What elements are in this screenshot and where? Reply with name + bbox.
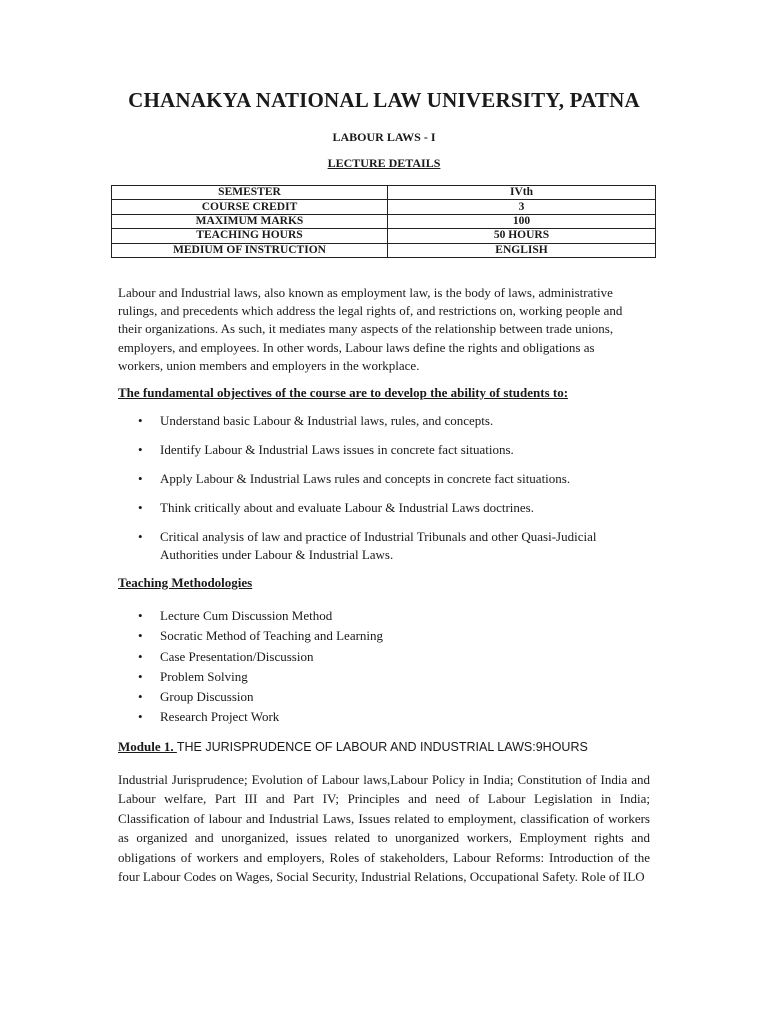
course-name: LABOUR LAWS - I xyxy=(332,130,436,144)
detail-key: MAXIMUM MARKS xyxy=(112,214,388,228)
list-item xyxy=(118,687,638,707)
lecture-details-table xyxy=(111,185,656,258)
detail-key: SEMESTER xyxy=(112,186,388,200)
table-row xyxy=(112,200,656,214)
list-item xyxy=(118,647,638,667)
module-body: Industrial Jurisprudence; Evolution of Labour laws,Labour Policy in India; Constitution of India and Labour welfare, Part III and Part IV; Principles and need of Labour Legislation in India; Classification of labour and Industrial Laws, Issues related to employment, classification of workers as organized and unorganized, issues related to unorganized workers, Employment rights and obligations of workers and employers, Roles of stakeholders, Labour Reforms: Introduction of the four Labour Codes on Wages, Social Security, Industrial Relations, Occupational Safety. Role of ILO xyxy=(118,772,650,885)
bullet-icon: • xyxy=(138,529,143,544)
bullet-icon: • xyxy=(138,689,143,705)
objective-text: Identify Labour & Industrial Laws issues in concrete fact situations. xyxy=(160,442,514,457)
detail-value: IVth xyxy=(388,186,656,200)
list-item xyxy=(118,470,638,488)
bullet-icon: • xyxy=(138,413,143,428)
detail-key: TEACHING HOURS xyxy=(112,229,388,243)
detail-value: ENGLISH xyxy=(388,243,656,257)
list-item xyxy=(118,606,638,626)
bullet-icon: • xyxy=(138,648,143,664)
methodologies-list xyxy=(118,606,638,728)
university-title: CHANAKYA NATIONAL LAW UNIVERSITY, PATNA xyxy=(128,88,640,112)
intro-paragraph: Labour and Industrial laws, also known as employment law, is the body of laws, administrative rulings, and precedents which address the legal rights of, and restrictions on, working people and their organizations. As such, it mediates many aspects of the relationship between trade unions, employers, and employees. In other words, Labour laws define the rights and obligations as workers, union members and employers in the workplace. xyxy=(118,285,623,373)
table-row xyxy=(112,214,656,228)
objective-text: Apply Labour & Industrial Laws rules and concepts in concrete fact situations. xyxy=(160,471,571,486)
teaching-methodologies-heading: Teaching Methodologies xyxy=(118,575,253,590)
bullet-icon: • xyxy=(138,608,143,623)
method-text: Socratic Method of Teaching and Learning xyxy=(160,628,384,644)
objective-text: Think critically about and evaluate Labour & Industrial Laws doctrines. xyxy=(160,500,534,515)
objectives-heading: The fundamental objectives of the course are to develop the ability of students to: xyxy=(118,385,569,400)
method-text: Case Presentation/Discussion xyxy=(160,648,314,664)
table-row xyxy=(112,229,656,243)
detail-value: 3 xyxy=(388,200,656,214)
module-title: THE JURISPRUDENCE OF LABOUR AND INDUSTRIAL LAWS:9HOURS xyxy=(176,740,588,754)
module-label: Module 1. xyxy=(118,739,177,754)
method-text: Research Project Work xyxy=(160,709,280,725)
method-text: Group Discussion xyxy=(160,689,254,705)
table-row xyxy=(112,243,656,257)
list-item xyxy=(118,667,638,687)
bullet-icon: • xyxy=(138,500,143,515)
list-item xyxy=(118,528,638,564)
list-item xyxy=(118,499,638,517)
objectives-list xyxy=(118,412,638,575)
detail-value: 50 HOURS xyxy=(388,229,656,243)
method-text: Problem Solving xyxy=(160,668,248,684)
table-row xyxy=(112,186,656,200)
lecture-details-heading: LECTURE DETAILS xyxy=(327,156,441,170)
detail-key: COURSE CREDIT xyxy=(112,200,388,214)
bullet-icon: • xyxy=(138,442,143,457)
detail-key: MEDIUM OF INSTRUCTION xyxy=(112,243,388,257)
bullet-icon: • xyxy=(138,471,143,486)
module-heading xyxy=(118,739,588,755)
list-item xyxy=(118,707,638,727)
bullet-icon: • xyxy=(138,668,143,684)
objective-text: Understand basic Labour & Industrial laws, rules, and concepts. xyxy=(160,413,494,428)
method-text: Lecture Cum Discussion Method xyxy=(160,608,333,623)
list-item xyxy=(118,412,638,430)
detail-value: 100 xyxy=(388,214,656,228)
list-item xyxy=(118,626,638,646)
bullet-icon: • xyxy=(138,709,143,725)
list-item xyxy=(118,441,638,459)
objective-text: Critical analysis of law and practice of Industrial Tribunals and other Quasi-Judicial Authorities under Labour & Industrial Laws. xyxy=(160,529,597,562)
bullet-icon: • xyxy=(138,628,143,644)
